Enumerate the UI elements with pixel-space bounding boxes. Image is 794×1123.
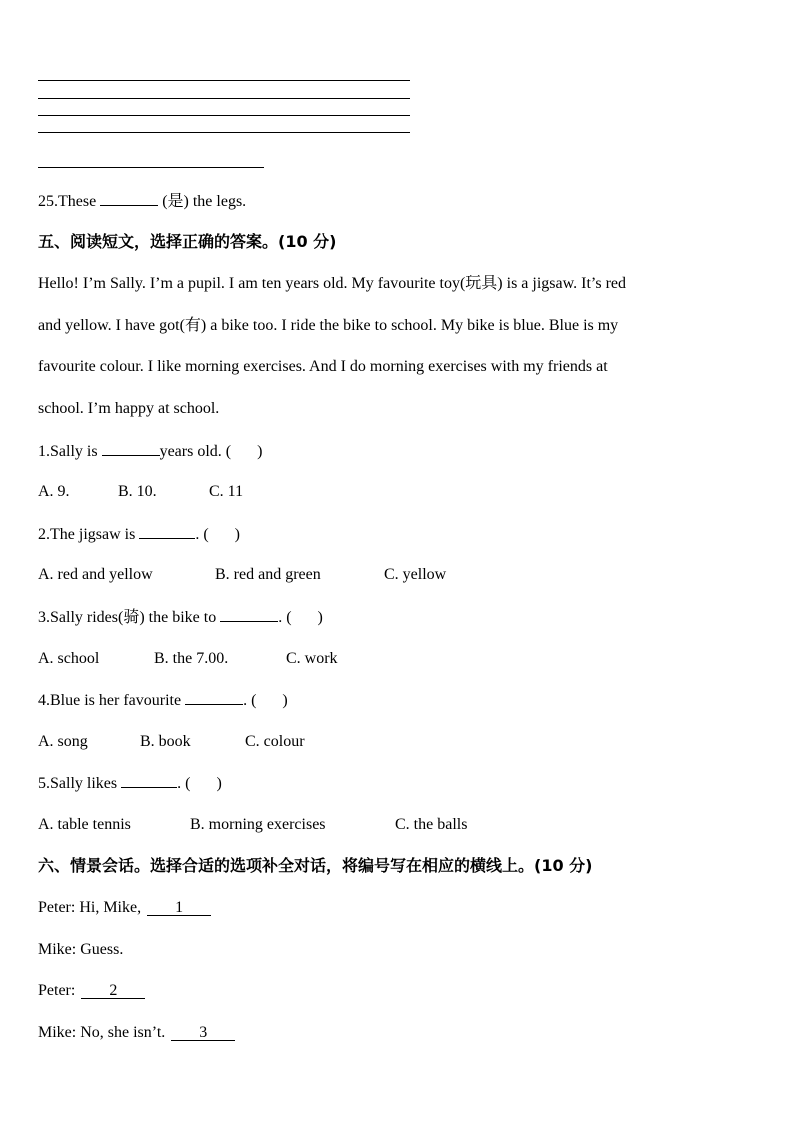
question-1-close: ) (257, 443, 263, 460)
answer-line (38, 167, 264, 168)
answer-blank[interactable] (139, 524, 195, 539)
question-3 (38, 607, 323, 628)
question-5-tail: . ( (177, 775, 191, 792)
option-b[interactable]: B. morning exercises (190, 816, 326, 833)
answer-line (38, 115, 410, 116)
dialogue-text: No, she isn’t. (80, 1024, 166, 1041)
question-5-text: 5.Sally likes (38, 775, 118, 792)
option-b[interactable]: B. the 7.00. (154, 650, 229, 667)
option-b[interactable]: B. book (140, 733, 191, 750)
section-6-title: 六、情景会话。选择合适的选项补全对话，将编号写在相应的横线上。(10 分) (38, 856, 593, 875)
speaker: Mike: (38, 1024, 77, 1041)
question-4 (38, 690, 288, 711)
dialogue-line (38, 981, 145, 1001)
question-3-close: ) (317, 609, 323, 626)
dialogue-line (38, 1023, 235, 1043)
question-2-text: 2.The jigsaw is (38, 526, 136, 543)
option-c[interactable]: C. the balls (395, 816, 468, 833)
dialogue-text: Hi, Mike, (79, 899, 142, 916)
question-1 (38, 441, 262, 462)
option-c[interactable]: C. 11 (209, 483, 244, 500)
answer-blank[interactable] (220, 607, 278, 622)
question-25-hint: (是) the legs. (162, 193, 247, 210)
dialogue-blank[interactable]: 1 (147, 898, 211, 916)
section-5-title: 五、阅读短文，选择正确的答案。(10 分) (38, 232, 337, 251)
passage-line: favourite colour. I like morning exercises. And I do morning exercises with my friends at (38, 358, 608, 375)
question-1-options (38, 482, 243, 502)
answer-blank[interactable] (100, 191, 158, 206)
question-4-tail: . ( (243, 692, 257, 709)
question-4-text: 4.Blue is her favourite (38, 692, 182, 709)
passage-line: school. I’m happy at school. (38, 400, 220, 417)
question-4-options (38, 732, 305, 752)
dialogue-blank[interactable]: 3 (171, 1023, 235, 1041)
answer-blank[interactable] (185, 690, 243, 705)
question-1-tail: years old. ( (159, 443, 232, 460)
option-a[interactable]: A. red and yellow (38, 566, 153, 583)
question-4-close: ) (282, 692, 288, 709)
question-3-options (38, 649, 338, 669)
passage-line: Hello! I’m Sally. I’m a pupil. I am ten years old. My favourite toy(玩具) is a jigsaw. It’s red (38, 275, 627, 292)
answer-blank[interactable] (121, 773, 177, 788)
option-a[interactable]: A. school (38, 650, 100, 667)
question-3-tail: . ( (278, 609, 292, 626)
question-3-text: 3.Sally rides(骑) the bike to (38, 609, 217, 626)
option-b[interactable]: B. red and green (215, 566, 321, 583)
question-2-tail: . ( (195, 526, 209, 543)
answer-blank[interactable] (102, 441, 160, 456)
speaker: Peter: (38, 899, 76, 916)
question-1-text: 1.Sally is (38, 443, 98, 460)
speaker: Peter: (38, 982, 76, 999)
question-2 (38, 524, 240, 545)
question-25-number: 25.These (38, 193, 97, 210)
option-a[interactable]: A. table tennis (38, 816, 131, 833)
speaker: Mike: (38, 941, 77, 958)
dialogue-line (38, 898, 211, 918)
option-a[interactable]: A. song (38, 733, 88, 750)
option-c[interactable]: C. work (286, 650, 338, 667)
answer-line (38, 80, 410, 81)
question-2-options (38, 565, 446, 585)
answer-line (38, 98, 410, 99)
answer-line (38, 132, 410, 133)
question-2-close: ) (234, 526, 240, 543)
dialogue-blank[interactable]: 2 (81, 981, 145, 999)
question-5 (38, 773, 222, 794)
question-25 (38, 191, 246, 212)
option-c[interactable]: C. colour (245, 733, 305, 750)
option-b[interactable]: B. 10. (118, 483, 157, 500)
dialogue-text: Guess. (80, 941, 124, 958)
dialogue-line (38, 940, 123, 960)
question-5-options (38, 815, 467, 835)
option-c[interactable]: C. yellow (384, 566, 447, 583)
question-5-close: ) (216, 775, 222, 792)
option-a[interactable]: A. 9. (38, 483, 70, 500)
passage-line: and yellow. I have got(有) a bike too. I ride the bike to school. My bike is blue. Blue is my (38, 317, 619, 334)
